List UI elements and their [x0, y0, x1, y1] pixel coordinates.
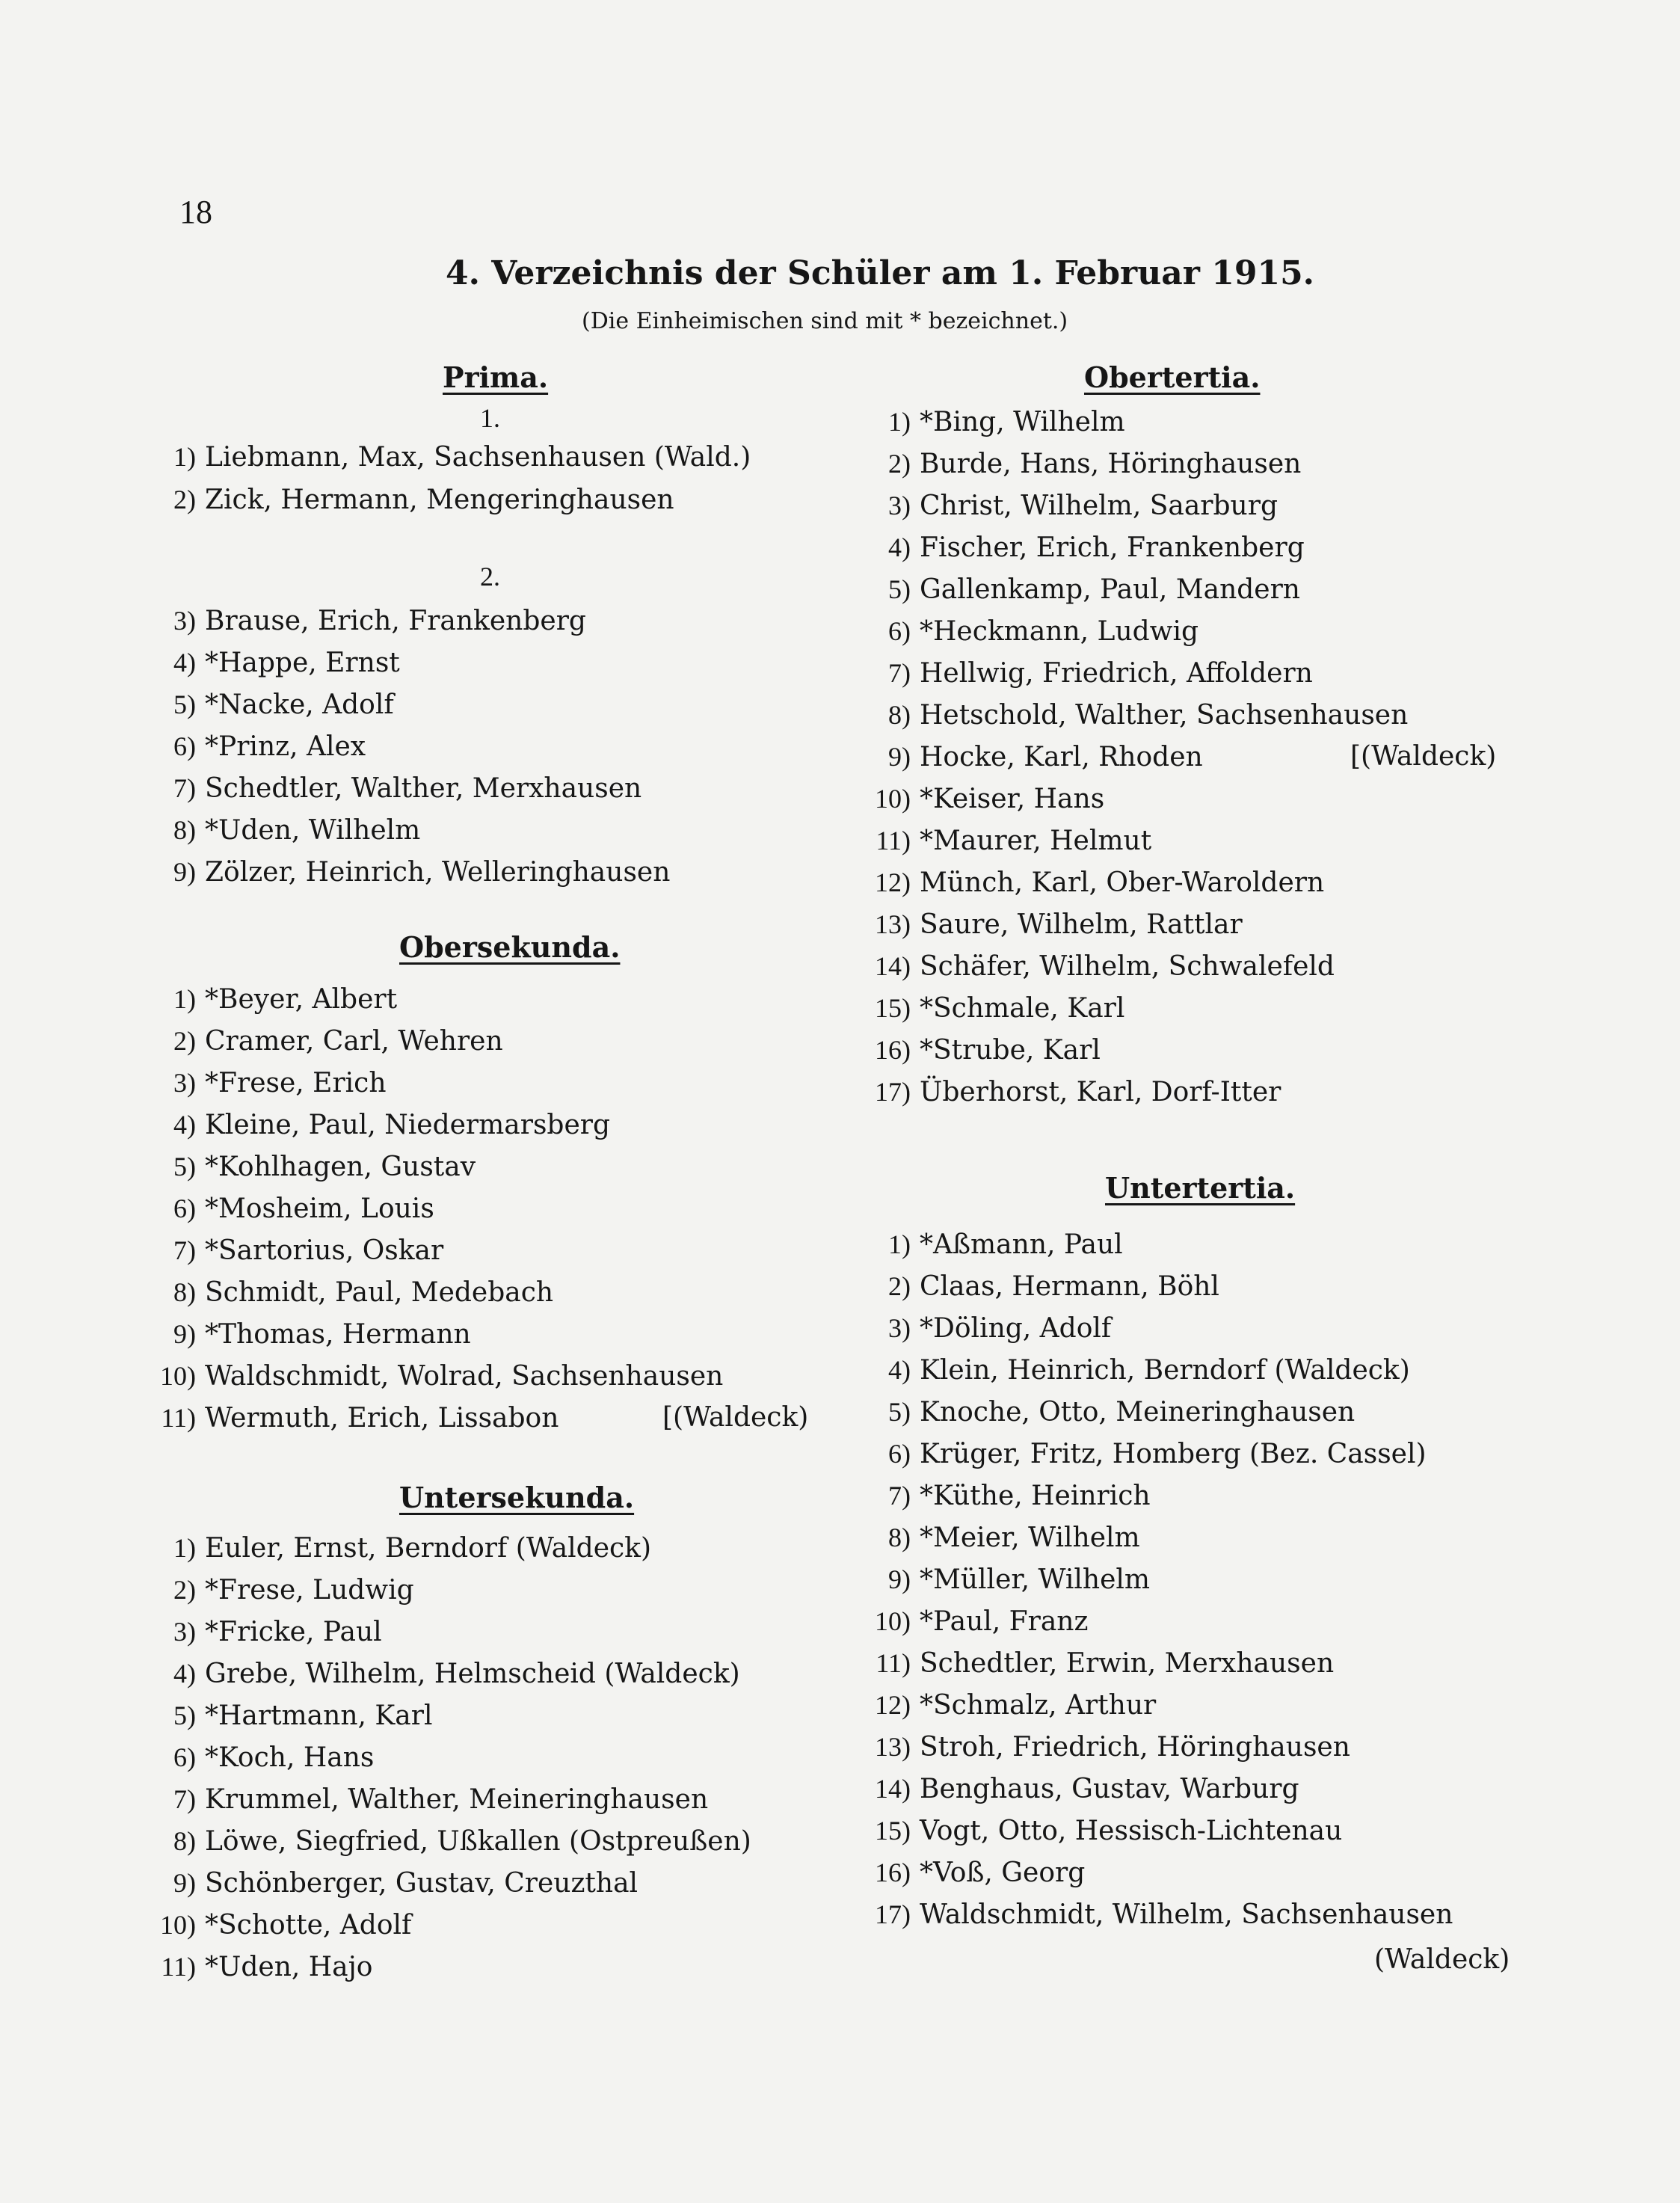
list-item: 3) *Fricke, Paul [173, 1617, 382, 1647]
list-item: 2) Claas, Hermann, Böhl [888, 1271, 1219, 1302]
list-item: 9) *Müller, Wilhelm [888, 1564, 1151, 1595]
group-label-2: 2. [480, 562, 500, 592]
list-item: 5) Knoche, Otto, Meineringhausen [888, 1397, 1356, 1428]
list-item: 16) *Voß, Georg [875, 1858, 1086, 1888]
section-heading-untertertia: Untertertia. [1105, 1171, 1296, 1205]
list-item: 3) *Döling, Adolf [888, 1313, 1112, 1344]
list-item: 2) Cramer, Carl, Wehren [173, 1026, 503, 1057]
list-item: 5) Gallenkamp, Paul, Mandern [888, 574, 1300, 605]
list-item: 8) Schmidt, Paul, Medebach [173, 1277, 554, 1308]
list-item: 8) Löwe, Siegfried, Ußkallen (Ostpreußen) [173, 1826, 751, 1857]
page-subtitle: (Die Einheimischen sind mit * bezeichnet.) [582, 308, 1068, 334]
list-item: 4) Grebe, Wilhelm, Helmscheid (Waldeck) [173, 1659, 740, 1689]
list-item: 6) Krüger, Fritz, Homberg (Bez. Cassel) [888, 1439, 1427, 1469]
list-item: 11) *Maurer, Helmut [876, 826, 1152, 856]
section-heading-obersekunda: Obersekunda. [399, 930, 621, 964]
list-item: 7) *Sartorius, Oskar [173, 1235, 444, 1266]
list-item: 4) Klein, Heinrich, Berndorf (Waldeck) [888, 1355, 1410, 1386]
page-title: 4. Verzeichnis der Schüler am 1. Februar 1915. [446, 254, 1315, 292]
list-item: 1) *Bing, Wilhelm [888, 407, 1125, 437]
list-item: 1) Euler, Ernst, Berndorf (Waldeck) [173, 1533, 652, 1564]
page-number: 18 [179, 194, 212, 230]
list-item: 5) *Nacke, Adolf [173, 689, 394, 720]
list-item: 6) *Prinz, Alex [173, 731, 366, 762]
section-heading-untersekunda: Untersekunda. [399, 1481, 635, 1514]
list-item: 16) *Strube, Karl [875, 1035, 1101, 1066]
section-heading-obertertia: Obertertia. [1084, 360, 1261, 394]
list-item: 13) Saure, Wilhelm, Rattlar [875, 909, 1243, 940]
list-item: 17) Überhorst, Karl, Dorf-Itter [875, 1077, 1281, 1107]
list-item: 17) Waldschmidt, Wilhelm, Sachsenhausen [875, 1899, 1453, 1930]
list-item: 4) Kleine, Paul, Niedermarsberg [173, 1110, 611, 1140]
list-item: 4) Fischer, Erich, Frankenberg [888, 532, 1305, 563]
list-item: 1) *Beyer, Albert [173, 984, 398, 1015]
list-item: 15) Vogt, Otto, Hessisch-Lichtenau [875, 1816, 1343, 1846]
list-item: 6) *Koch, Hans [173, 1742, 375, 1773]
list-item: 12) *Schmalz, Arthur [875, 1690, 1157, 1721]
list-item: 11) Wermuth, Erich, Lissabon [(Waldeck) [161, 1402, 809, 1434]
list-item: 9) Hocke, Karl, Rhoden [(Waldeck) [888, 741, 1497, 772]
list-item: 7) Hellwig, Friedrich, Affoldern [888, 658, 1313, 689]
list-item: 9) Zölzer, Heinrich, Welleringhausen [173, 857, 671, 888]
list-item: 6) *Heckmann, Ludwig [888, 616, 1199, 647]
list-item: 14) Schäfer, Wilhelm, Schwalefeld [875, 951, 1335, 982]
list-item: 10) Waldschmidt, Wolrad, Sachsenhausen [160, 1361, 724, 1392]
list-item: 3) Christ, Wilhelm, Saarburg [888, 491, 1278, 521]
group-label-1: 1. [480, 403, 500, 433]
list-item: 1) *Aßmann, Paul [888, 1229, 1123, 1260]
list-item: 8) Hetschold, Walther, Sachsenhausen [888, 700, 1409, 731]
list-item: 10) *Paul, Franz [875, 1606, 1089, 1637]
list-item: 9) *Thomas, Hermann [173, 1319, 471, 1350]
section-heading-prima: Prima. [443, 360, 549, 394]
list-item: 1) Liebmann, Max, Sachsenhausen (Wald.) [173, 442, 751, 473]
list-item: 4) *Happe, Ernst [173, 648, 400, 678]
list-item: 2) Zick, Hermann, Mengeringhausen [173, 485, 674, 515]
list-item: 7) Krummel, Walther, Meineringhausen [173, 1784, 709, 1815]
list-item: 3) Brause, Erich, Frankenberg [173, 606, 586, 636]
list-item: 3) *Frese, Erich [173, 1068, 387, 1099]
list-item: 11) Schedtler, Erwin, Merxhausen [876, 1648, 1335, 1679]
list-item: 8) *Uden, Wilhelm [173, 815, 421, 846]
list-item: 7) Schedtler, Walther, Merxhausen [173, 773, 642, 804]
list-item: 13) Stroh, Friedrich, Höringhausen [875, 1732, 1350, 1763]
list-item: 11) *Uden, Hajo [161, 1952, 373, 1982]
list-item: 2) Burde, Hans, Höringhausen [888, 449, 1302, 479]
list-item: 14) Benghaus, Gustav, Warburg [875, 1774, 1299, 1804]
list-item: 5) *Kohlhagen, Gustav [173, 1152, 476, 1182]
list-item: 9) Schönberger, Gustav, Creuzthal [173, 1868, 639, 1899]
list-item: 15) *Schmale, Karl [875, 993, 1125, 1024]
list-item: 12) Münch, Karl, Ober-Waroldern [875, 867, 1325, 898]
list-item-continuation: (Waldeck) [1374, 1944, 1510, 1975]
list-item: 8) *Meier, Wilhelm [888, 1523, 1140, 1553]
list-item: 2) *Frese, Ludwig [173, 1575, 414, 1606]
list-item: 10) *Keiser, Hans [875, 784, 1105, 814]
list-item: 10) *Schotte, Adolf [160, 1910, 412, 1941]
list-item: 7) *Küthe, Heinrich [888, 1481, 1151, 1511]
list-item: 6) *Mosheim, Louis [173, 1193, 434, 1224]
list-item: 5) *Hartmann, Karl [173, 1700, 433, 1731]
